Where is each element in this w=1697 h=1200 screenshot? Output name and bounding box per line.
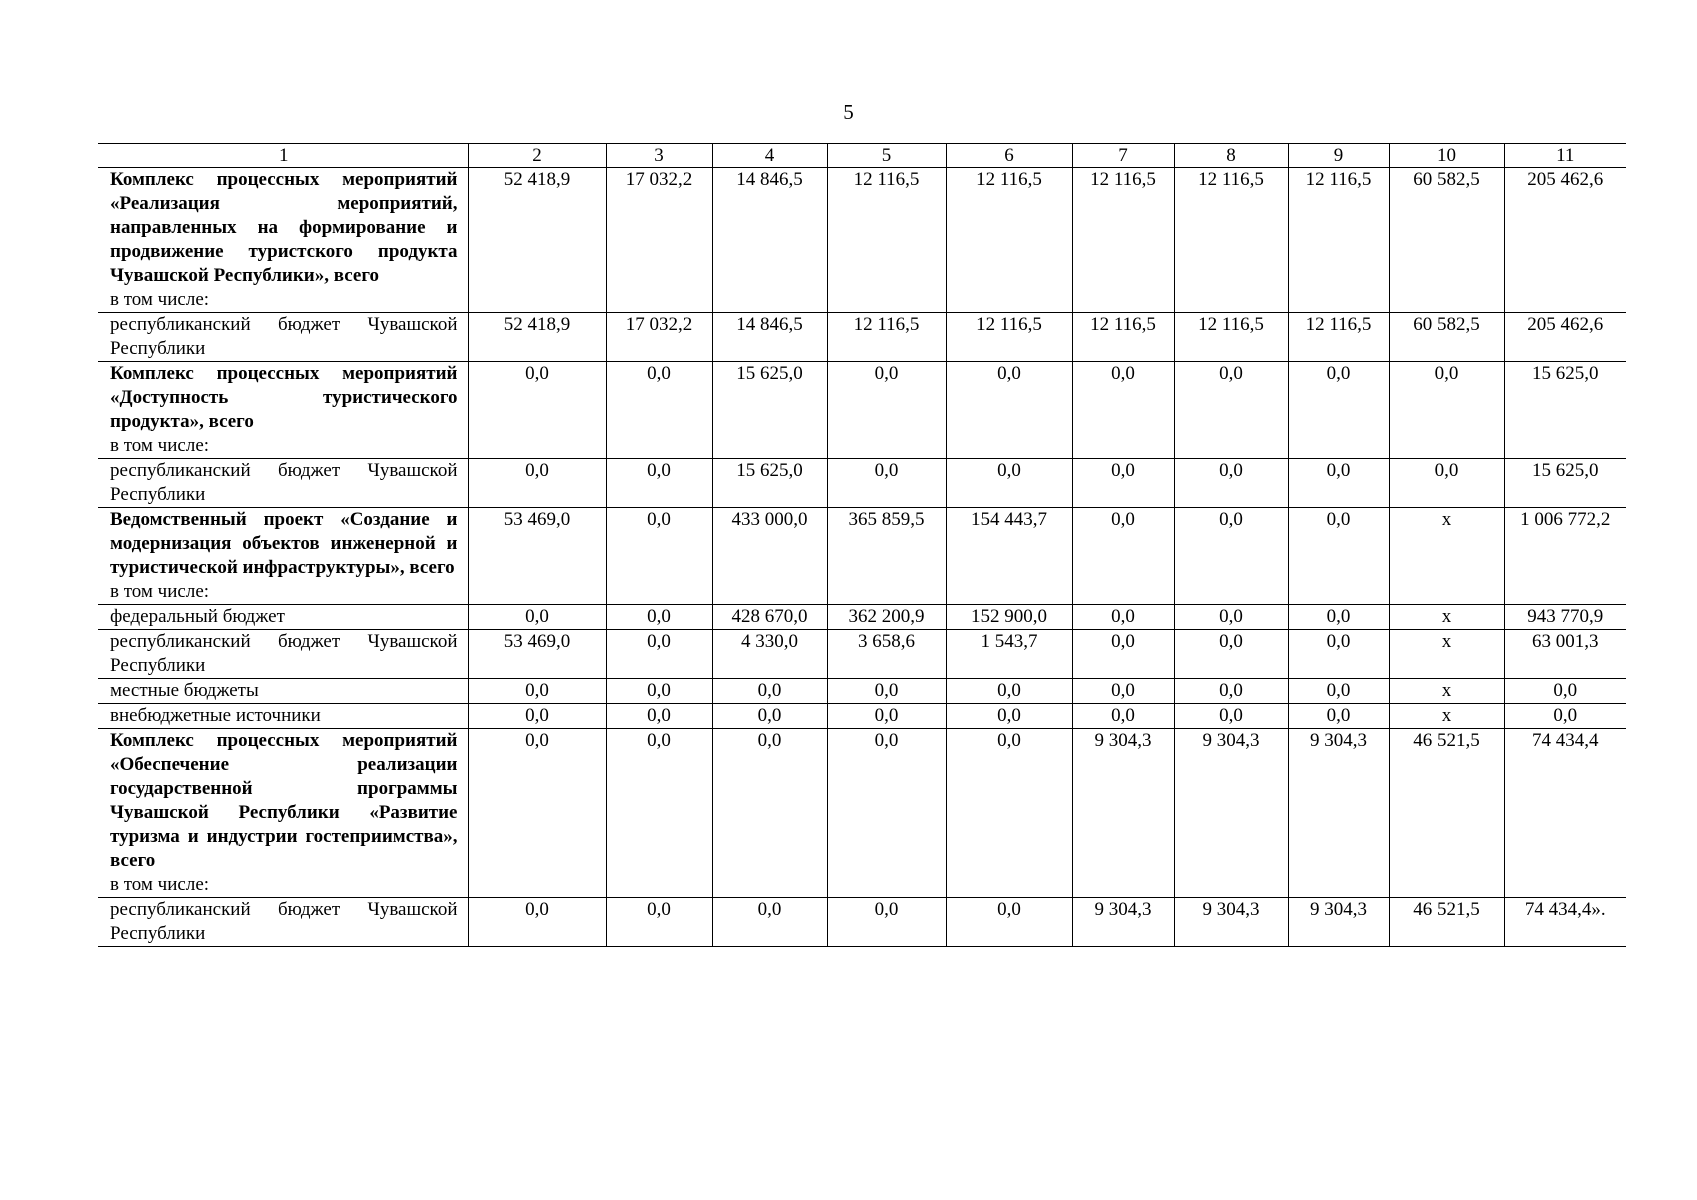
value-cell: 0,0: [712, 679, 827, 704]
value-cell: 0,0: [1389, 459, 1504, 508]
row-name-cell: [98, 729, 468, 898]
value-cell: 0,0: [1504, 679, 1626, 704]
value-cell: 9 304,3: [1174, 898, 1288, 947]
row-name-cell: [98, 898, 468, 947]
value-cell: 0,0: [946, 898, 1072, 947]
row-name-cell: [98, 168, 468, 313]
value-cell: 12 116,5: [827, 313, 946, 362]
row-name-cell: [98, 704, 468, 729]
value-cell: 15 625,0: [712, 362, 827, 459]
table-row-section: [98, 729, 1626, 898]
row-name: республиканский бюджет Чувашской Республики: [110, 314, 458, 359]
value-cell: 0,0: [1288, 605, 1389, 630]
row-subtitle: в том числе:: [110, 874, 210, 895]
table-row: [98, 630, 1626, 679]
value-cell: 0,0: [606, 362, 712, 459]
value-cell: 12 116,5: [1072, 168, 1174, 313]
value-cell: 0,0: [827, 729, 946, 898]
row-name: Ведомственный проект «Создание и модернизация объектов инженерной и туристической инфраструктуры», всего: [110, 509, 458, 578]
table-row: [98, 679, 1626, 704]
row-name-cell: [98, 313, 468, 362]
table-row: [98, 313, 1626, 362]
value-cell: х: [1389, 508, 1504, 605]
value-cell: 9 304,3: [1174, 729, 1288, 898]
value-cell: 17 032,2: [606, 168, 712, 313]
value-cell: 0,0: [1072, 679, 1174, 704]
value-cell: 52 418,9: [468, 313, 606, 362]
value-cell: 205 462,6: [1504, 313, 1626, 362]
table-body: [98, 144, 1626, 947]
value-cell: 12 116,5: [946, 313, 1072, 362]
value-cell: 0,0: [946, 704, 1072, 729]
value-cell: 15 625,0: [1504, 459, 1626, 508]
value-cell: 12 116,5: [1072, 313, 1174, 362]
row-name: Комплекс процессных мероприятий «Обеспечение реализации государственной программы Чувашской Республики «Развитие туризма и индустрии гостеприимства», всего: [110, 730, 458, 871]
value-cell: 0,0: [827, 459, 946, 508]
value-cell: 0,0: [1072, 630, 1174, 679]
value-cell: 53 469,0: [468, 630, 606, 679]
value-cell: 0,0: [606, 704, 712, 729]
value-cell: 428 670,0: [712, 605, 827, 630]
value-cell: 9 304,3: [1072, 898, 1174, 947]
value-cell: 152 900,0: [946, 605, 1072, 630]
value-cell: 17 032,2: [606, 313, 712, 362]
value-cell: 433 000,0: [712, 508, 827, 605]
value-cell: 0,0: [606, 679, 712, 704]
column-header: 3: [606, 144, 712, 168]
value-cell: 0,0: [468, 362, 606, 459]
value-cell: 0,0: [468, 729, 606, 898]
column-header: 8: [1174, 144, 1288, 168]
value-cell: 12 116,5: [1174, 313, 1288, 362]
value-cell: 63 001,3: [1504, 630, 1626, 679]
row-name: республиканский бюджет Чувашской Республики: [110, 631, 458, 676]
value-cell: 0,0: [1288, 508, 1389, 605]
value-cell: 0,0: [1174, 459, 1288, 508]
value-cell: 12 116,5: [946, 168, 1072, 313]
value-cell: 12 116,5: [1288, 168, 1389, 313]
value-cell: 3 658,6: [827, 630, 946, 679]
page-number: 5: [843, 100, 854, 124]
table-row-section: [98, 168, 1626, 313]
value-cell: 1 006 772,2: [1504, 508, 1626, 605]
column-header: 2: [468, 144, 606, 168]
value-cell: 0,0: [1072, 704, 1174, 729]
value-cell: 4 330,0: [712, 630, 827, 679]
value-cell: 53 469,0: [468, 508, 606, 605]
value-cell: 362 200,9: [827, 605, 946, 630]
value-cell: 0,0: [1174, 630, 1288, 679]
row-name: местные бюджеты: [110, 680, 259, 701]
value-cell: 12 116,5: [1288, 313, 1389, 362]
value-cell: 0,0: [1174, 679, 1288, 704]
budget-table: [98, 143, 1626, 947]
value-cell: х: [1389, 679, 1504, 704]
value-cell: 15 625,0: [712, 459, 827, 508]
value-cell: 52 418,9: [468, 168, 606, 313]
value-cell: 0,0: [1288, 362, 1389, 459]
value-cell: 0,0: [1072, 605, 1174, 630]
value-cell: 0,0: [606, 605, 712, 630]
value-cell: 0,0: [1174, 362, 1288, 459]
column-header: 9: [1288, 144, 1389, 168]
value-cell: 74 434,4».: [1504, 898, 1626, 947]
value-cell: 365 859,5: [827, 508, 946, 605]
value-cell: 154 443,7: [946, 508, 1072, 605]
table-row: [98, 898, 1626, 947]
value-cell: 9 304,3: [1072, 729, 1174, 898]
row-name: республиканский бюджет Чувашской Республики: [110, 899, 458, 944]
column-header: 7: [1072, 144, 1174, 168]
value-cell: 0,0: [606, 508, 712, 605]
value-cell: 0,0: [468, 459, 606, 508]
value-cell: 0,0: [946, 729, 1072, 898]
value-cell: 0,0: [1072, 459, 1174, 508]
value-cell: 0,0: [1288, 679, 1389, 704]
value-cell: 0,0: [1288, 630, 1389, 679]
value-cell: 46 521,5: [1389, 898, 1504, 947]
value-cell: 0,0: [1288, 704, 1389, 729]
value-cell: 0,0: [1072, 362, 1174, 459]
column-header: 5: [827, 144, 946, 168]
value-cell: 0,0: [468, 704, 606, 729]
value-cell: 0,0: [827, 362, 946, 459]
value-cell: 0,0: [606, 630, 712, 679]
value-cell: 1 543,7: [946, 630, 1072, 679]
value-cell: 74 434,4: [1504, 729, 1626, 898]
value-cell: 0,0: [468, 679, 606, 704]
row-name-cell: [98, 630, 468, 679]
value-cell: х: [1389, 630, 1504, 679]
value-cell: х: [1389, 605, 1504, 630]
table-row: [98, 704, 1626, 729]
value-cell: х: [1389, 704, 1504, 729]
value-cell: 0,0: [1174, 508, 1288, 605]
row-subtitle: в том числе:: [110, 289, 210, 310]
value-cell: 12 116,5: [1174, 168, 1288, 313]
value-cell: 0,0: [827, 679, 946, 704]
value-cell: 46 521,5: [1389, 729, 1504, 898]
value-cell: 0,0: [1288, 459, 1389, 508]
row-name: внебюджетные источники: [110, 705, 321, 726]
column-header: 1: [98, 144, 468, 168]
value-cell: 9 304,3: [1288, 898, 1389, 947]
row-name: республиканский бюджет Чувашской Республики: [110, 460, 458, 505]
value-cell: 0,0: [606, 729, 712, 898]
row-subtitle: в том числе:: [110, 581, 210, 602]
value-cell: 0,0: [606, 459, 712, 508]
value-cell: 60 582,5: [1389, 168, 1504, 313]
value-cell: 205 462,6: [1504, 168, 1626, 313]
row-name-cell: [98, 459, 468, 508]
value-cell: 0,0: [1174, 605, 1288, 630]
value-cell: 0,0: [827, 704, 946, 729]
table-row: [98, 459, 1626, 508]
table-row-section: [98, 362, 1626, 459]
column-header: 4: [712, 144, 827, 168]
value-cell: 0,0: [468, 605, 606, 630]
column-header: 11: [1504, 144, 1626, 168]
value-cell: 0,0: [946, 459, 1072, 508]
row-name-cell: [98, 679, 468, 704]
column-number-row: [98, 144, 1626, 168]
value-cell: 0,0: [1389, 362, 1504, 459]
row-name: федеральный бюджет: [110, 606, 285, 627]
value-cell: 0,0: [946, 362, 1072, 459]
table-row: [98, 605, 1626, 630]
value-cell: 0,0: [1072, 508, 1174, 605]
value-cell: 0,0: [1504, 704, 1626, 729]
value-cell: 0,0: [1174, 704, 1288, 729]
row-name: Комплекс процессных мероприятий «Доступность туристического продукта», всего: [110, 363, 458, 432]
row-subtitle: в том числе:: [110, 435, 210, 456]
value-cell: 12 116,5: [827, 168, 946, 313]
value-cell: 0,0: [468, 898, 606, 947]
value-cell: 0,0: [827, 898, 946, 947]
table-row-section: [98, 508, 1626, 605]
row-name-cell: [98, 362, 468, 459]
value-cell: 0,0: [712, 704, 827, 729]
column-header: 6: [946, 144, 1072, 168]
value-cell: 14 846,5: [712, 313, 827, 362]
value-cell: 0,0: [946, 679, 1072, 704]
row-name-cell: [98, 508, 468, 605]
value-cell: 60 582,5: [1389, 313, 1504, 362]
value-cell: 0,0: [606, 898, 712, 947]
value-cell: 0,0: [712, 729, 827, 898]
value-cell: 0,0: [712, 898, 827, 947]
value-cell: 943 770,9: [1504, 605, 1626, 630]
value-cell: 15 625,0: [1504, 362, 1626, 459]
value-cell: 9 304,3: [1288, 729, 1389, 898]
row-name-cell: [98, 605, 468, 630]
value-cell: 14 846,5: [712, 168, 827, 313]
row-name: Комплекс процессных мероприятий «Реализация мероприятий, направленных на формирование и продвижение туристского продукта Чувашской Республики», всего: [110, 169, 458, 286]
column-header: 10: [1389, 144, 1504, 168]
